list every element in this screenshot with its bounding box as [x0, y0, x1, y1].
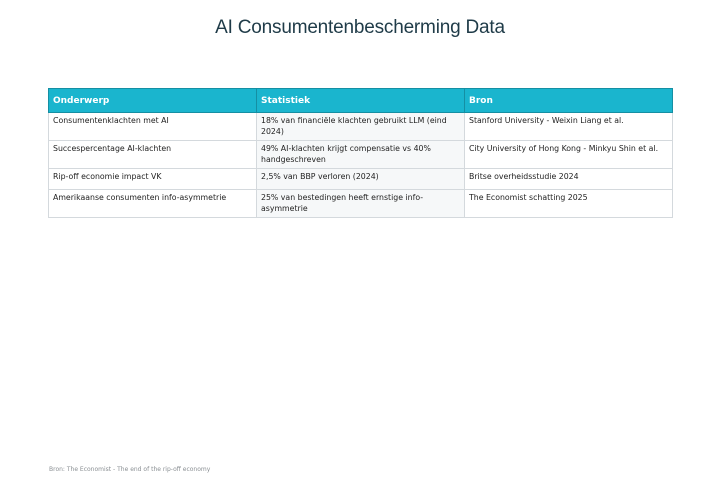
cell-onderwerp: Succespercentage AI-klachten	[49, 141, 257, 169]
page-title: AI Consumentenbescherming Data	[215, 17, 505, 38]
cell-statistiek: 2,5% van BBP verloren (2024)	[257, 169, 465, 190]
column-header-statistiek: Statistiek	[257, 89, 465, 113]
cell-bron: The Economist schatting 2025	[465, 190, 673, 218]
cell-bron: Stanford University - Weixin Liang et al.	[465, 113, 673, 141]
cell-statistiek: 25% van bestedingen heeft ernstige info-asymmetrie	[257, 190, 465, 218]
table-row	[49, 169, 673, 190]
cell-statistiek: 49% AI-klachten krijgt compensatie vs 40% handgeschreven	[257, 141, 465, 169]
cell-bron: City University of Hong Kong - Minkyu Shin et al.	[465, 141, 673, 169]
cell-bron: Britse overheidsstudie 2024	[465, 169, 673, 190]
cell-onderwerp: Amerikaanse consumenten info-asymmetrie	[49, 190, 257, 218]
cell-onderwerp: Rip-off economie impact VK	[49, 169, 257, 190]
cell-statistiek: 18% van financiële klachten gebruikt LLM (eind 2024)	[257, 113, 465, 141]
source-footnote: Bron: The Economist - The end of the rip-off economy	[49, 466, 211, 473]
cell-onderwerp: Consumentenklachten met AI	[49, 113, 257, 141]
column-header-onderwerp: Onderwerp	[49, 89, 257, 113]
table-row	[49, 190, 673, 218]
table-row	[49, 113, 673, 141]
table-row	[49, 141, 673, 169]
column-header-bron: Bron	[465, 89, 673, 113]
table-header-row	[49, 89, 673, 113]
data-table	[48, 88, 673, 218]
